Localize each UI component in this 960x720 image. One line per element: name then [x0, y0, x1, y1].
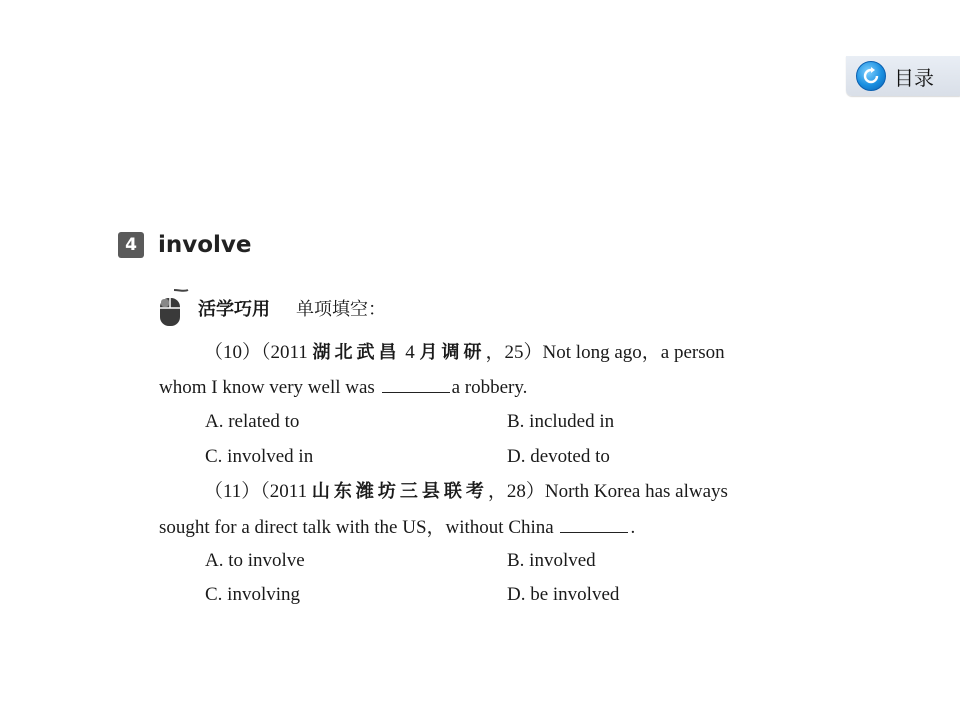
toc-label: 目录 [894, 65, 934, 90]
q11-option-d: D. be involved [507, 584, 620, 605]
q10-stem-after-blank: a robbery. [451, 377, 528, 398]
q11-option-b: B. involved [507, 550, 596, 571]
section-subtitle: 单项填空： [296, 299, 386, 320]
q10-stem-start: ，25）Not long ago，a person [485, 342, 725, 363]
q10-line2 [159, 376, 527, 399]
q10-line1 [204, 342, 796, 364]
q11-stem-before-blank: sought for a direct talk with the US，without China [159, 517, 559, 538]
q10-source-type: 月调研 [419, 342, 486, 363]
q10-number: （10）（2011 [204, 342, 313, 363]
q11-stem-start: ，28）North Korea has always [487, 481, 728, 502]
section-title: 活学巧用 [198, 299, 270, 320]
toc-button[interactable] [846, 56, 960, 96]
q10-option-d: D. devoted to [507, 446, 610, 467]
refresh-icon [856, 61, 886, 91]
q11-option-a: A. to involve [205, 550, 305, 571]
q11-line2 [159, 516, 635, 539]
heading-word: involve [158, 232, 252, 258]
q10-option-b: B. included in [507, 411, 615, 432]
q10-stem-before-blank: whom I know very well was [159, 377, 380, 398]
mouse-icon [158, 288, 190, 328]
q11-source: 山东潍坊三县联考 [311, 481, 488, 502]
q11-answer-blank [560, 516, 628, 533]
q10-answer-blank [382, 376, 450, 393]
q11-option-c: C. involving [205, 584, 301, 605]
section-heading [118, 232, 252, 258]
q11-number: （11）（2011 [204, 481, 312, 502]
q10-source-month: 4 [400, 342, 420, 363]
exercise-label [158, 288, 386, 328]
q10-option-c: C. involved in [205, 446, 314, 467]
heading-number-badge: 4 [118, 232, 144, 258]
q10-option-a: A. related to [205, 411, 300, 432]
q10-source-place: 湖北武昌 [312, 342, 401, 363]
q11-line1 [204, 481, 796, 503]
q11-stem-after-blank: . [630, 517, 636, 538]
